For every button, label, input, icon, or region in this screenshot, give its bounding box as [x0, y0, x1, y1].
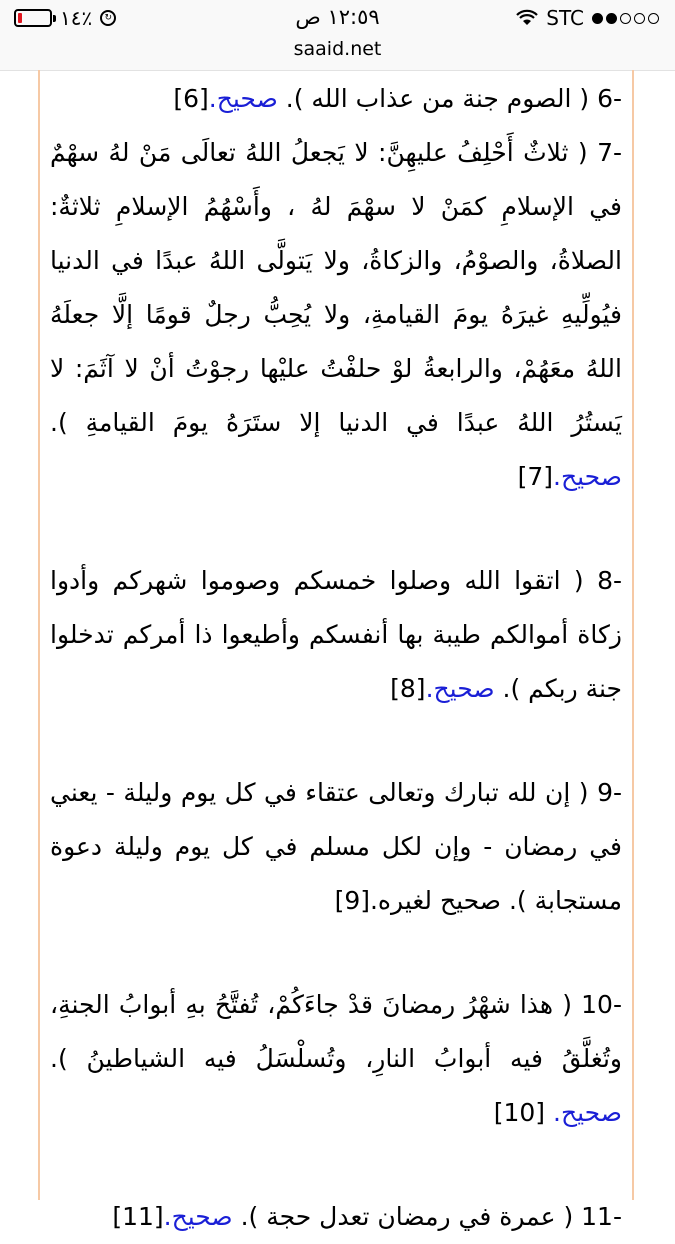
hadith-entry-7: 7- ( ثلاثٌ أَحْلِفُ عليهِنَّ: لا يَجعلُ اللهُ تعالَى مَنْ لهُ سهْمٌ في الإسلامِ كمَنْ لا سهْمَ لهُ ، وأَسْهُمُ الإسلامِ ثلاثةٌ: الصلاةُ، والصوْمُ، والزكاةُ، ولا يَتولَّى اللهُ عبدًا في الدنيا فيُولِّيهِ غيرَهُ يومَ القيامةِ، ولا يُحِبُّ رجلٌ قومًا إلَّا جعلَهُ اللهُ معَهُمْ، والرابعةُ لوْ حلفْتُ عليْها رجوْتُ أنْ لا آثَمَ: لا يَستُرُ اللهُ عبدًا في الدنيا إلا ستَرَهُ يومَ القيامةِ ). صحيح.[7]	[50, 138, 622, 491]
status-bar	[0, 0, 675, 36]
status-right	[516, 6, 659, 30]
footnote-ref[interactable]: [6]	[173, 84, 209, 113]
address-bar[interactable]	[0, 36, 675, 71]
orientation-lock-icon: ↻	[100, 10, 116, 26]
carrier-name: STC	[546, 6, 584, 30]
grade-link[interactable]: صحيح.	[425, 674, 495, 703]
signal-strength-icon	[592, 13, 659, 24]
wifi-icon	[516, 10, 538, 26]
hadith-entry-8: 8- ( اتقوا الله وصلوا خمسكم وصوموا شهركم وأدوا زكاة أموالكم طيبة بها أنفسكم وأطيعوا ذا أمركم تدخلوا جنة ربكم ). صحيح.[8]	[50, 566, 622, 703]
grade-link[interactable]: صحيح.	[208, 84, 278, 113]
status-time: ١٢:٥٩ ص	[295, 5, 380, 29]
hadith-entry-11: 11- ( عمرة في رمضان تعدل حجة ). صحيح.[11]	[112, 1202, 622, 1231]
footnote-ref[interactable]: [10]	[493, 1098, 546, 1127]
battery-percent: ١٤٪	[60, 6, 93, 30]
footnote-ref[interactable]: [9]	[334, 886, 370, 915]
hadith-entry-9: 9- ( إن لله تبارك وتعالى عتقاء في كل يوم وليلة - يعني في رمضان - وإن لكل مسلم في كل يوم وليلة دعوة مستجابة ). صحيح لغيره.[9]	[50, 778, 622, 915]
article-content	[38, 70, 634, 1231]
grade-link[interactable]: صحيح.	[163, 1202, 233, 1231]
footnote-ref[interactable]: [7]	[517, 462, 553, 491]
grade-link[interactable]: صحيح.	[553, 1098, 622, 1127]
grade-link[interactable]: صحيح.	[553, 462, 622, 491]
url-host: saaid.net	[293, 38, 382, 60]
hadith-entry-6: 6- ( الصوم جنة من عذاب الله ). صحيح.[6]	[173, 84, 622, 113]
footnote-ref[interactable]: [8]	[390, 674, 426, 703]
hadith-entry-10: 10- ( هذا شهْرُ رمضانَ قدْ جاءَكُمْ، تُفتَّحُ بهِ أبوابُ الجنةِ، وتُغلَّقُ فيه أبوابُ النارِ، وتُسلْسَلُ فيه الشياطينُ ). صحيح. [10]	[50, 990, 622, 1127]
footnote-ref[interactable]: [11]	[112, 1202, 164, 1231]
